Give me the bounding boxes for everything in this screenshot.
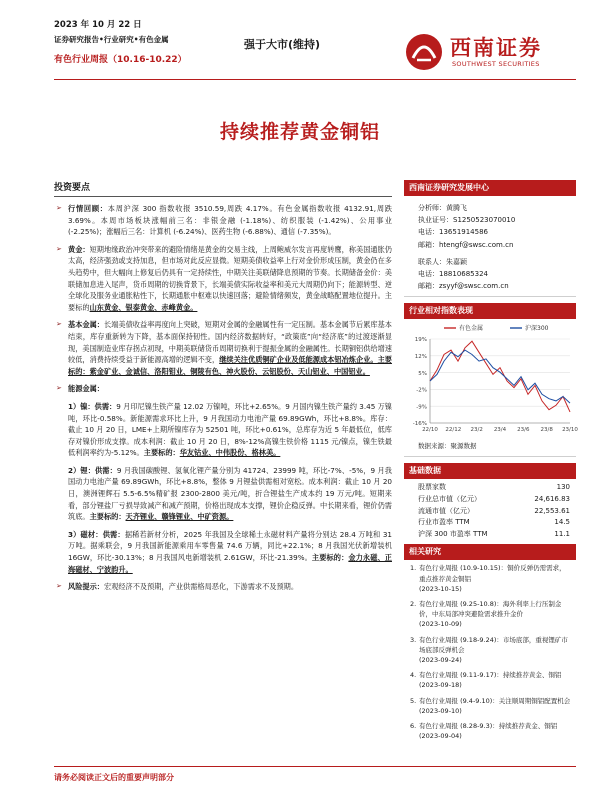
related-date: (2023-09-04) (419, 732, 462, 741)
energy-targets-label: 主要标的： (89, 512, 126, 522)
bullet-label: 风险提示： (68, 582, 104, 592)
stats-table (404, 479, 576, 544)
bullet-marker-icon: ➢ (56, 384, 62, 393)
energy-item-magnets (68, 529, 392, 575)
energy-text: 据稀若新材分析，2025 年我国及全球稀土永磁材料产量将分别达 28.4 万吨和 31 万吨。据乘联会，9 月我国新能源乘用车零售量 74.6 万辆，同比+22.1%；8 月我国光伏新增装机 16GW，环比-30.13%；8 月我国风电新增装机 2.61GW，环比-21.39%。 (68, 529, 392, 563)
contact-row (418, 280, 574, 292)
contact-value: S1250523070010 (453, 216, 516, 225)
logo-text-cn: 西南证券 (450, 36, 542, 60)
related-date: (2023-09-24) (419, 656, 462, 665)
page-title: 持续推荐黄金铜铝 (219, 121, 380, 143)
stats-label: 股票家数 (418, 483, 446, 492)
related-date: (2023-10-09) (419, 620, 462, 629)
related-num: 4. (410, 671, 417, 680)
chart-legend-label: 沪深300 (525, 325, 549, 333)
related-item[interactable] (410, 721, 572, 741)
contact-row (418, 256, 574, 268)
logo-mark-icon (404, 32, 444, 72)
chart-y-tick-label: 12% (414, 354, 427, 361)
related-text: 有色行业周报 (9.25-10.8)：海外利率上行压制金价，中东局部冲突避险需求推升金价 (419, 600, 562, 619)
stats-row (404, 494, 576, 506)
related-research-list (404, 560, 576, 741)
stats-row (404, 506, 576, 518)
contact-row (418, 239, 574, 251)
report-date: 2023 年 10 月 22 日 (54, 20, 142, 30)
bullet-highlights: 继续关注优质铜矿企业及低能源成本铝冶炼企业。主要标的：紫金矿业、金诚信、洛阳钼业、铜陵有色、神火股份、云铝股份、天山铝业、中国铝业。 (68, 355, 392, 376)
related-text: 有色行业周报 (10.9-10.15)：铜价反弹仍需需求，重点推荐黄金铜铝 (419, 564, 566, 583)
bullet-text: 短期地缘政治冲突带来的避险情绪是黄金的交易主线，上周鲍威尔发言再度转鹰，称美国通胀仍太高，经济强劲或支持加息，但市场对此反应显微。短期美债收益率上行对金价形成压制，黄金仍在多头趋势中，但大幅向上修复后仍具有一定持续性，中期关注美联储降息预期的节奏。长期储备金价：美联储加息进入尾声，货币周期的切换背景下，长端美债实际收益率和美元大周期仍向下；能源转型、逆全球化及服务业通胀粘性下，长期通胀中枢难以快速回落；避险情绪频发，黄金战略配置地位提升。主要标的 (68, 244, 392, 312)
contact-row (418, 202, 574, 214)
contact-row (418, 214, 574, 226)
contact-label: 邮箱： (418, 240, 439, 249)
related-num: 2. (410, 600, 417, 608)
energy-lead: 2）锂： (68, 465, 95, 475)
team-header: 西南证券研究发展中心 (404, 180, 576, 196)
report-category: 证券研究报告•行业研究•有色金属 (54, 35, 169, 44)
chart-y-tick-label: -16% (412, 421, 427, 428)
bullet-energy-metals (54, 383, 392, 395)
main-content (54, 180, 392, 599)
energy-subtitle: 供需： (102, 529, 125, 539)
contact-label: 邮箱： (418, 282, 439, 291)
stats-row (404, 517, 576, 529)
related-date: (2023-09-10) (419, 706, 462, 715)
bullet-marker-icon: ➢ (56, 582, 62, 591)
chart-y-tick-label: 5% (418, 371, 427, 378)
chart-x-tick-label: 23/6 (517, 427, 530, 434)
related-item[interactable] (410, 696, 572, 716)
contact-label: 联系人： (418, 257, 446, 266)
related-header: 相关研究 (404, 544, 576, 560)
chart-x-tick-label: 23/10 (562, 427, 578, 434)
contact-list (404, 196, 576, 297)
stats-value: 130 (556, 483, 570, 492)
related-text: 有色行业周报 (8.28-9.3)：持续推荐黄金、铜铝 (419, 722, 558, 731)
chart-x-tick-label: 23/4 (493, 427, 507, 434)
related-num: 1. (410, 564, 417, 573)
chart-source: 数据来源：聚源数据 (404, 439, 576, 457)
stats-value: 14.5 (554, 518, 570, 527)
bullet-text: 宏观经济不及预期，产业供需格局恶化，下游需求不及预期。 (103, 582, 299, 592)
bullet-gold (54, 244, 392, 314)
bullet-text: 长端美债收益率再度向上突破，短期对金属的金融属性有一定压制。基本金属节后累库基本结束，库存重新转为下降，基本面保持韧性。国内经济数据转好，“政策底”向“经济底”的过渡逐渐显现，美国制造业库存拐点初现，中期美联储货币周期切换利于提振金属的金融属性。长期铜铝供给增速较低，消费持续受益于新能源高增的逻辑不变， (68, 320, 392, 365)
contact-email[interactable]: zsyyf@swsc.com.cn (439, 282, 509, 291)
energy-lead: 1）镍： (68, 401, 95, 411)
contact-value: 18810685324 (439, 270, 488, 279)
stats-label: 流通市值（亿元） (418, 506, 474, 515)
energy-item-lithium (68, 465, 392, 523)
contact-label: 执业证号： (418, 216, 453, 225)
bullet-marker-icon: ➢ (56, 320, 62, 329)
related-text: 有色行业周报 (9.18-9.24)：市场底部，重视锂矿市场底部反弹机会 (419, 635, 568, 654)
related-item[interactable] (410, 635, 572, 666)
stats-label: 沪深 300 市盈率 TTM (418, 529, 488, 538)
chart-canvas (404, 319, 576, 439)
energy-targets-label: 主要标的： (143, 448, 180, 458)
footer-divider (54, 766, 576, 767)
bullet-marker-icon: ➢ (56, 244, 62, 253)
contact-label: 电话： (418, 228, 439, 237)
related-text: 有色行业周报 (9.11-9.17)：持续推荐黄金、铜铝 (419, 671, 562, 680)
stats-header: 基础数据 (404, 463, 576, 479)
bullet-highlights: 山东黄金、银泰黄金、赤峰黄金。 (89, 302, 198, 312)
related-item[interactable] (410, 563, 572, 594)
energy-targets: 华友钴业、中伟股份、格林美。 (179, 448, 281, 458)
energy-subtitle: 供需： (94, 401, 117, 411)
related-num: 3. (410, 635, 417, 644)
chart-x-tick-label: 23/2 (470, 427, 483, 434)
energy-text: 9 月我国碳酸锂、氢氧化锂产量分别为 41724、23999 吨，环比-7%、-5%，9 月我国动力电池产量 69.89GWh，环比+8.8%，整体 9 月锂盐供需相对宽松。成本利润：截止 10 月 20 日，澳洲锂辉石 5.5-6.5%精矿报 2300-2800 美元/吨，折合锂盐生产成本约 19 万元/吨。短期来看，部分锂盐厂亏损导致减产和减产预期，价格出现成本支撑，锂价企稳反弹。中长期来看，锂价仍需筑底。 (68, 465, 392, 522)
stats-label: 行业市盈率 TTM (418, 518, 470, 527)
chart-x-tick-label: 22/10 (422, 427, 438, 434)
related-date: (2023-10-15) (419, 584, 462, 593)
related-date: (2023-09-18) (419, 681, 462, 690)
bullet-market-review (54, 203, 392, 238)
contact-row (418, 268, 574, 280)
related-item[interactable] (410, 599, 572, 630)
bullet-label: 能源金属： (68, 384, 104, 394)
industry-rating: 强于大市(维持) (244, 38, 321, 51)
chart-x-tick-label: 22/12 (445, 427, 462, 434)
chart-legend-label: 有色金属 (459, 325, 484, 333)
bullet-text: 本周沪深 300 指数收报 3510.59,周跌 4.17%。有色金属指数收报 4132.91,周跌 3.69%。本周市场板块涨幅前三名：非银金融 (-1.18%)、纺织服装 (-1.42%)、公用事业 (-2.25%)；涨幅后三名：计算机 (-6.24%)、医药生物 (-6.88%)、通信 (-7.35%)。 (68, 204, 392, 237)
energy-lead: 3）磁材： (68, 529, 103, 539)
energy-subtitle: 供需： (95, 465, 117, 475)
related-item[interactable] (410, 670, 572, 690)
chart-series-line-csi300 (430, 351, 570, 404)
contact-value: 13651914586 (439, 228, 488, 237)
bullet-risk (54, 581, 392, 593)
stats-row (404, 482, 576, 494)
stats-row (404, 529, 576, 541)
relative-index-chart (404, 319, 576, 439)
chart-y-tick-label: -2% (416, 388, 427, 395)
energy-targets: 天齐锂业、赣锋锂业、中矿资源。 (125, 512, 234, 522)
bullet-label: 基本金属： (68, 320, 104, 330)
related-text: 有色行业周报 (9.4-9.10)：关注顺周期铜铝配置机会 (419, 696, 571, 705)
bullet-base-metals (54, 319, 392, 377)
chart-x-tick-label: 23/8 (540, 427, 553, 434)
sidebar (404, 180, 576, 746)
energy-targets: 金力永磁、正海磁材、宁波韵升。 (68, 553, 392, 574)
chart-y-tick-label: -9% (416, 404, 427, 411)
energy-targets-label: 主要标的： (311, 553, 349, 563)
energy-item-nickel (68, 401, 392, 459)
report-period: 有色行业周报（10.16-10.22） (54, 55, 187, 65)
contact-email[interactable]: htengf@swsc.com.cn (439, 240, 514, 249)
energy-text: 9 月印尼镍生铁产量 12.02 万镍吨，环比+2.65%。9 月国内镍生铁产量约 3.45 万镍吨，环比-0.58%。新能源需求环比上升，9 月我国动力电池产量 69.89GWh，环比+8.8%。库存：截止 10 月 20 日，LME+上期所镍库存为 52501 吨，环比+0.61%，总库存为近 5 年最低位，低库存对镍价形成支撑。成本利润：截止 10 月 20 日，8%-12%高镍生铁价格 1115 元/镍点，镍生铁最低利润率约为-5.12%。 (68, 401, 392, 458)
stats-value: 24,616.83 (534, 495, 570, 504)
stats-value: 22,553.61 (534, 506, 570, 515)
contact-row (418, 226, 574, 238)
bullet-marker-icon: ➢ (56, 204, 62, 212)
contact-value: 黄腾飞 (446, 204, 467, 212)
section-title: 投资要点 (54, 180, 392, 197)
bullet-label: 行情回顾： (68, 204, 108, 213)
chart-header: 行业相对指数表现 (404, 303, 576, 319)
chart-y-tick-label: 19% (414, 337, 427, 344)
company-logo (404, 30, 574, 74)
footer-disclaimer: 请务必阅读正文后的重要声明部分 (54, 773, 174, 782)
related-num: 6. (410, 722, 417, 731)
bullet-label: 黄金： (68, 244, 90, 254)
logo-text-en: SOUTHWEST SECURITIES (452, 60, 540, 68)
energy-metals-list (54, 401, 392, 575)
stats-label: 行业总市值（亿元） (418, 495, 481, 504)
related-num: 5. (410, 696, 417, 705)
contact-label: 分析师： (418, 204, 446, 212)
stats-value: 11.1 (554, 529, 570, 538)
header-divider (54, 79, 576, 80)
contact-value: 朱嘉颖 (446, 257, 467, 266)
contact-label: 电话： (418, 270, 439, 279)
